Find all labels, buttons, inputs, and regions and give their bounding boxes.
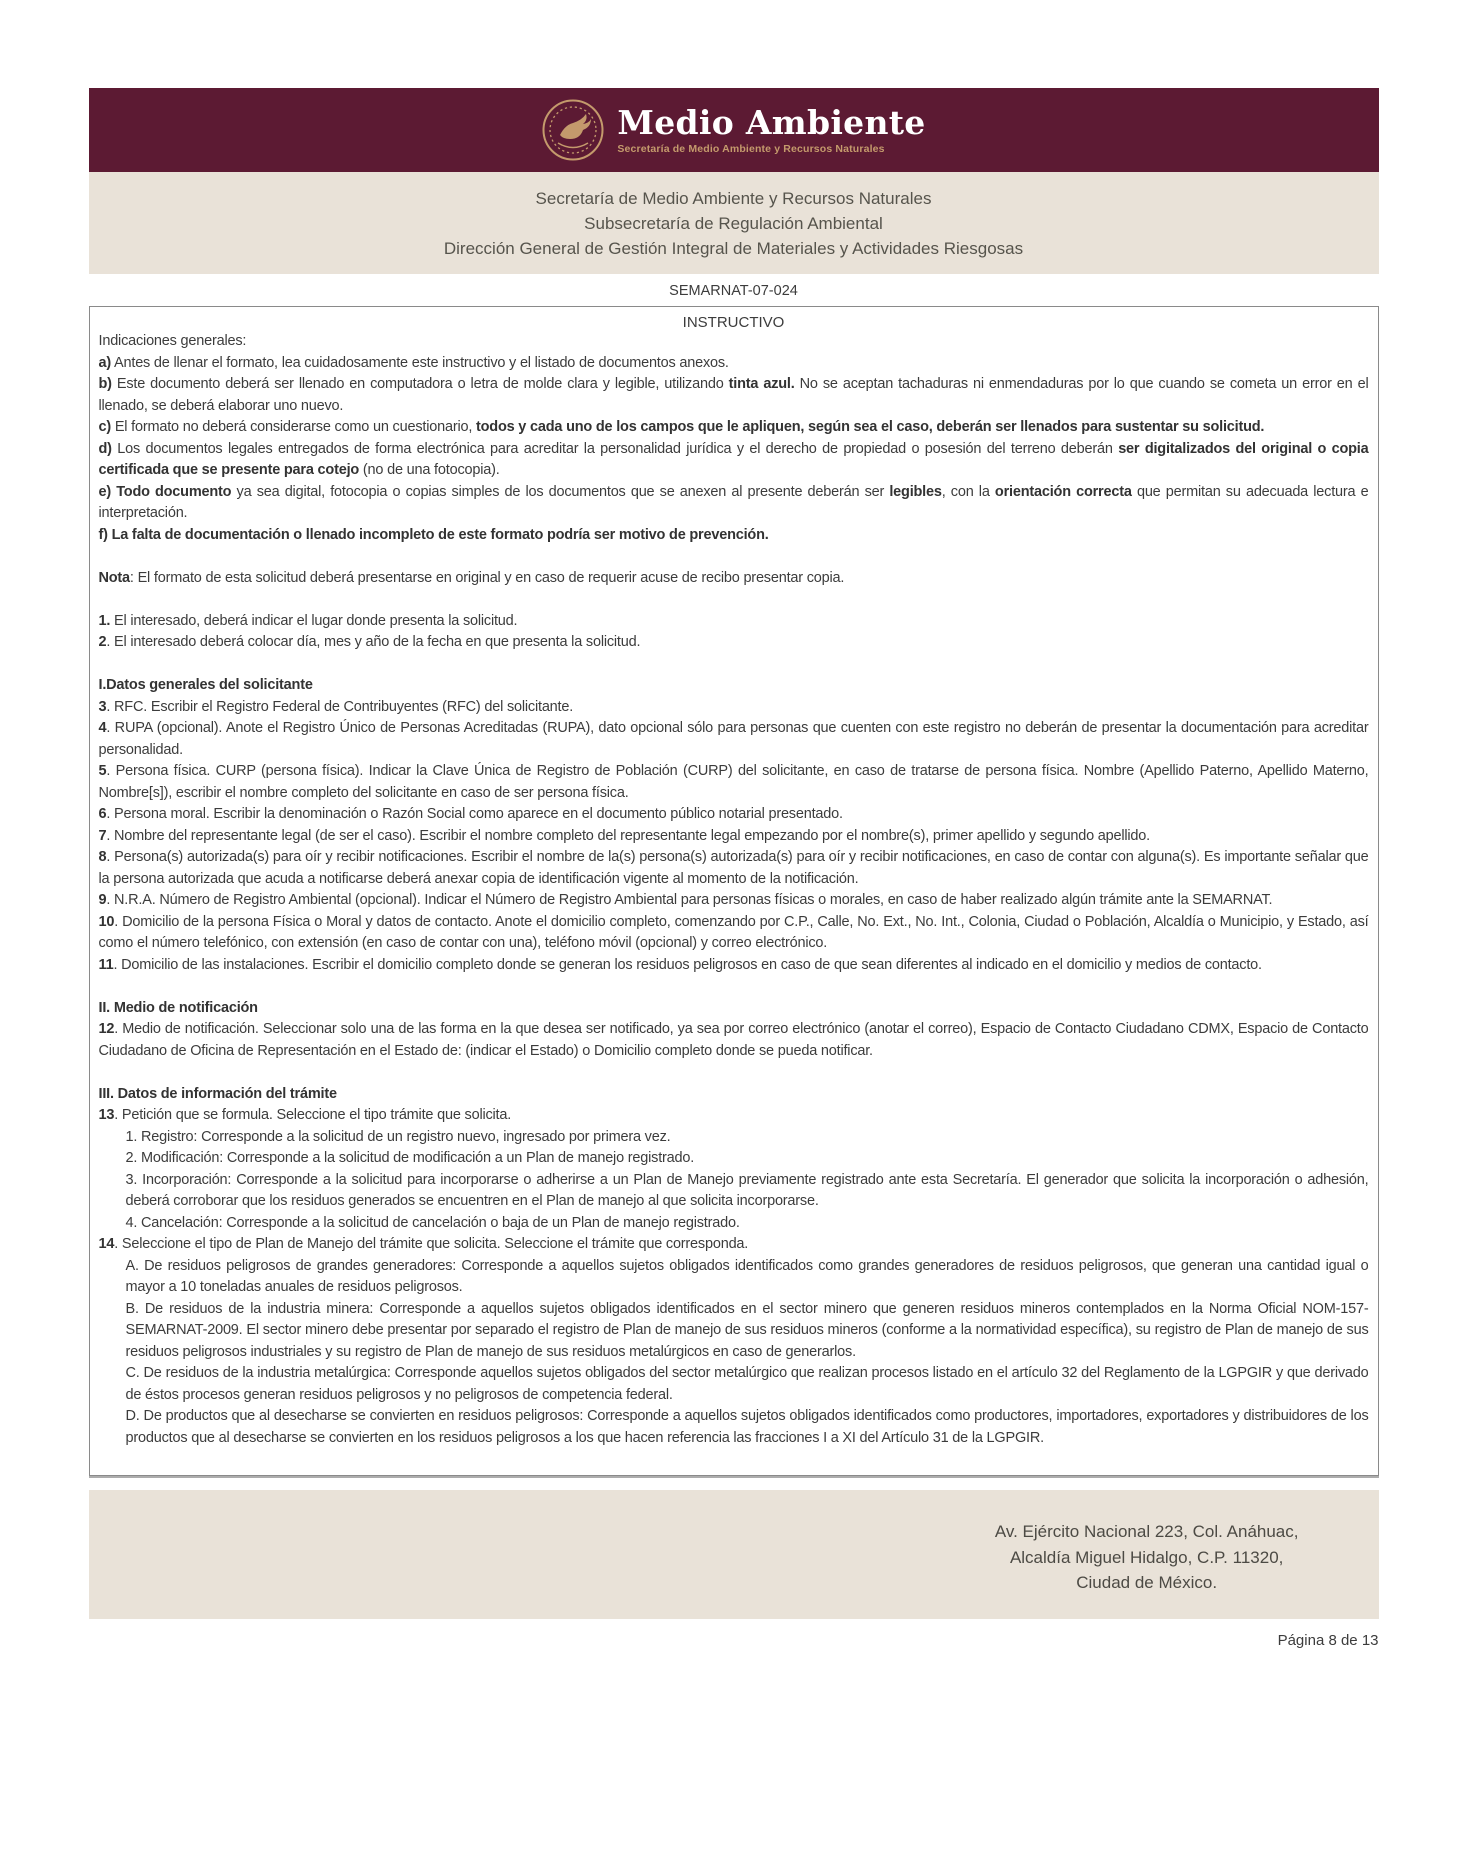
page <box>89 0 1379 1709</box>
instructivo-paragraph: C. De residuos de la industria metalúrgica: Corresponde aquellos sujetos obligados del sector metalúrgico que realizan procesos listado en el artículo 32 del Reglamento de la LGPGIR y que derivado de éstos procesos generan residuos peligrosos y no peligrosos de competencia federal. <box>125 1365 1369 1403</box>
department-line: Secretaría de Medio Ambiente y Recursos Naturales <box>535 189 932 208</box>
instructivo-paragraph: 6. Persona moral. Escribir la denominación o Razón Social como aparece en el documento público notarial presentado. <box>98 806 843 822</box>
instructivo-paragraph: 2. Modificación: Corresponde a la solicitud de modificación a un Plan de manejo registrado. <box>125 1150 695 1166</box>
instructivo-paragraph: D. De productos que al desecharse se convierten en residuos peligrosos: Corresponde a aquellos sujetos obligados identificados como productores, importadores, exportadores y distribuidores de los productos que al desecharse se convierten en los residuos peligrosos a los que hacen referencia las fracciones I a XI del Artículo 31 de la LGPGIR. <box>125 1408 1369 1446</box>
instructivo-paragraph: 1. Registro: Corresponde a la solicitud de un registro nuevo, ingresado por primera vez. <box>125 1128 671 1145</box>
instructivo-paragraph: 3. RFC. Escribir el Registro Federal de Contribuyentes (RFC) del solicitante. <box>98 698 574 715</box>
national-seal-icon <box>541 98 605 162</box>
instructivo-box <box>89 306 1379 1476</box>
brand-band <box>89 88 1379 172</box>
address-line: Ciudad de México. <box>1076 1572 1218 1592</box>
instructivo-paragraph: 8. Persona(s) autorizada(s) para oír y recibir notificaciones. Escribir el nombre de la(s) persona(s) autorizada(s) para oír y recibir notificaciones, en caso de contar con alguna(s). Es importante señalar que la persona autorizada que acuda a notificarse deberá anexar copia de identificación vigente al momento de la notificación. <box>98 849 1369 887</box>
address-block <box>995 1519 1299 1596</box>
logo-text <box>617 102 926 155</box>
logo-subtitle: Secretaría de Medio Ambiente y Recursos Naturales <box>617 142 885 155</box>
logo-title: Medio Ambiente <box>617 102 926 142</box>
instructivo-paragraph: III. Datos de información del trámite <box>98 1085 337 1102</box>
instructivo-paragraph: 1. El interesado, deberá indicar el lugar donde presenta la solicitud. <box>98 612 518 629</box>
instructivo-paragraph: 7. Nombre del representante legal (de ser el caso). Escribir el nombre completo del representante legal empezando por el nombre(s), primer apellido y segundo apellido. <box>98 827 1150 844</box>
instructivo-paragraph: e) Todo documento ya sea digital, fotocopia o copias simples de los documentos que se anexen al presente deberán ser legibles, con la orientación correcta que permitan su adecuada lectura e interpretación. <box>98 483 1369 521</box>
instructivo-paragraph: 5. Persona física. CURP (persona física). Indicar la Clave Única de Registro de Población (CURP) del solicitante, en caso de tratarse de persona física. Nombre (Apellido Paterno, Apellido Materno, Nombre[s]), escribir el nombre completo del solicitante en caso de ser persona física. <box>98 763 1369 801</box>
department-band <box>89 172 1379 274</box>
instructivo-paragraph: A. De residuos peligrosos de grandes generadores: Corresponde a aquellos sujetos obligados identificados como grandes generadores de residuos peligrosos, que generan una cantidad igual o mayor a 10 toneladas anuales de residuos peligrosos. <box>125 1257 1369 1295</box>
instructivo-paragraph: I.Datos generales del solicitante <box>98 677 313 693</box>
instructivo-paragraph: 2. El interesado deberá colocar día, mes y año de la fecha en que presenta la solicitud. <box>98 634 641 650</box>
instructivo-paragraph: 12. Medio de notificación. Seleccionar solo una de las forma en la que desea ser notificado, ya sea por correo electrónico (anotar el correo), Espacio de Contacto Ciudadano CDMX, Espacio de Contacto Ciudadano de Oficina de Representación en el Estado de: (indicar el Estado) o Domicilio completo donde se pueda notificar. <box>98 1021 1369 1059</box>
address-line: Alcaldía Miguel Hidalgo, C.P. 11320, <box>1009 1547 1284 1567</box>
address-line: Av. Ejército Nacional 223, Col. Anáhuac, <box>994 1521 1299 1541</box>
instructivo-paragraph: 9. N.R.A. Número de Registro Ambiental (opcional). Indicar el Número de Registro Ambiental para personas físicas o morales, en caso de haber realizado algún trámite ante la SEMARNAT. <box>98 892 1273 908</box>
government-logo <box>541 98 925 162</box>
instructivo-paragraph: 11. Domicilio de las instalaciones. Escribir el domicilio completo donde se generan los residuos peligrosos en caso de que sean diferentes al indicado en el domicilio y medios de contacto. <box>98 956 1262 973</box>
instructivo-paragraph: 4. Cancelación: Corresponde a la solicitud de cancelación o baja de un Plan de manejo registrado. <box>125 1214 740 1231</box>
instructivo-body <box>99 331 1369 1449</box>
instructivo-paragraph: Nota: El formato de esta solicitud deberá presentarse en original y en caso de requerir acuse de recibo presentar copia. <box>98 569 845 586</box>
instructivo-paragraph: a) Antes de llenar el formato, lea cuidadosamente este instructivo y el listado de documentos anexos. <box>98 354 729 371</box>
instructivo-paragraph: 10. Domicilio de la persona Física o Moral y datos de contacto. Anote el domicilio completo, comenzando por C.P., Calle, No. Ext., No. Int., Colonia, Ciudad o Población, Alcaldía o Municipio, y Estado, así como el número telefónico, con extensión (en caso de contar con una), teléfono móvil (opcional) y correo electrónico. <box>98 913 1369 951</box>
instructivo-paragraph: f) La falta de documentación o llenado incompleto de este formato podría ser motivo de prevención. <box>98 526 769 543</box>
instructivo-paragraph: 3. Incorporación: Corresponde a la solicitud para incorporarse o adherirse a un Plan de Manejo previamente registrado ante esta Secretaría. El generador que solicita la incorporación o adhesión, deberá corroborar que los residuos generados se encuentren en el Plan de manejo al que solicita incorporarse. <box>125 1171 1369 1209</box>
instructivo-paragraph: B. De residuos de la industria minera: Corresponde a aquellos sujetos obligados identificados en el sector minero que generen residuos mineros contemplados en la Norma Oficial NOM-157-SEMARNAT-2009. El sector minero debe presentar por separado el registro de Plan de manejo de sus residuos mineros (conforme a la normatividad específica), su registro de Plan de manejo de sus residuos peligrosos industriales y su registro de Plan de manejo de sus residuos metalúrgicos en caso de generarlos. <box>125 1300 1369 1360</box>
department-line: Dirección General de Gestión Integral de Materiales y Actividades Riesgosas <box>443 239 1024 258</box>
instructivo-paragraph: c) El formato no deberá considerarse como un cuestionario, todos y cada uno de los campos que le apliquen, según sea el caso, deberán ser llenados para sustentar su solicitud. <box>98 419 1265 435</box>
footer-band <box>89 1490 1379 1619</box>
instructivo-paragraph: 14. Seleccione el tipo de Plan de Manejo del trámite que solicita. Seleccione el trámite que corresponda. <box>98 1236 749 1252</box>
instructivo-paragraph: b) Este documento deberá ser llenado en computadora o letra de molde clara y legible, utilizando tinta azul. No se aceptan tachaduras ni enmendaduras por lo que cuando se cometa un error en el llenado, se deberá elaborar uno nuevo. <box>98 376 1369 414</box>
instructivo-paragraph: Indicaciones generales: <box>98 333 247 349</box>
instructivo-paragraph: 4. RUPA (opcional). Anote el Registro Único de Personas Acreditadas (RUPA), dato opcional sólo para personas que cuenten con este registro no deberán de presentar la documentación para acreditar personalidad. <box>98 720 1369 758</box>
page-number: Página 8 de 13 <box>1277 1632 1379 1649</box>
instructivo-paragraph: d) Los documentos legales entregados de forma electrónica para acreditar la personalidad jurídica y el derecho de propiedad o posesión del terreno deberán ser digitalizados del original o copia certificada que se presente para cotejo (no de una fotocopia). <box>98 440 1369 478</box>
instructivo-paragraph: II. Medio de notificación <box>98 999 258 1016</box>
instructivo-paragraph: 13. Petición que se formula. Seleccione el tipo trámite que solicita. <box>98 1107 512 1123</box>
form-code: SEMARNAT-07-024 <box>669 283 798 299</box>
department-line: Subsecretaría de Regulación Ambiental <box>584 214 883 233</box>
instructivo-title: INSTRUCTIVO <box>682 314 785 331</box>
